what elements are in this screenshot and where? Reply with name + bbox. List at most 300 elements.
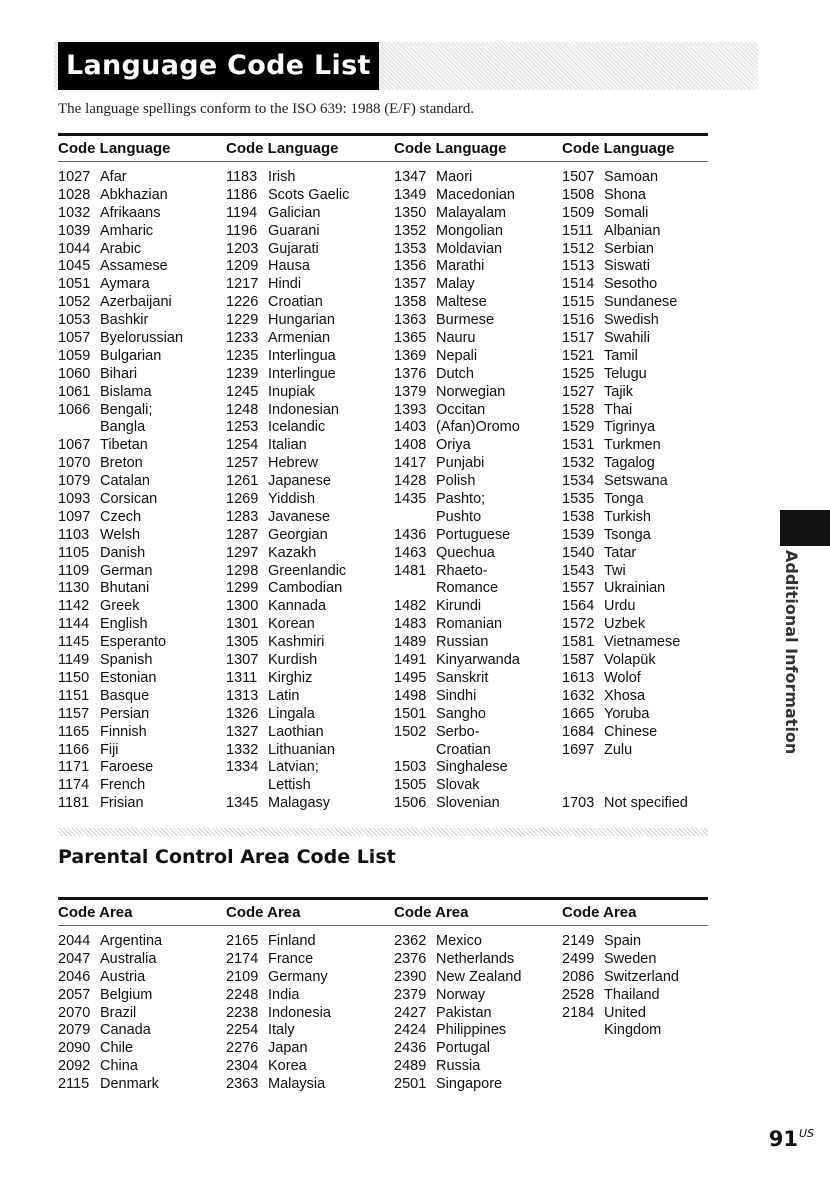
header-area: Area	[435, 904, 469, 921]
row-name: Romanian	[436, 616, 503, 633]
table-row	[226, 169, 394, 187]
row-name: Belgium	[100, 986, 153, 1003]
row-name: Bulgarian	[100, 347, 162, 364]
row-name: Breton	[100, 455, 143, 472]
row-code: 1044	[58, 240, 91, 257]
row-name: Azerbaijani	[100, 294, 172, 311]
row-code: 2376	[394, 950, 427, 967]
row-name: Faroese	[100, 759, 154, 776]
row-name: Bengali;	[100, 401, 153, 418]
row-name: Czech	[100, 508, 142, 525]
table-row	[394, 706, 562, 724]
table-row	[562, 706, 708, 724]
row-code: 1543	[562, 562, 595, 579]
table-row	[394, 348, 562, 366]
page-number	[769, 1127, 814, 1151]
row-name: Ukrainian	[604, 580, 666, 597]
table-row	[226, 312, 394, 330]
row-code: 1517	[562, 330, 595, 347]
row-code: 1283	[226, 508, 259, 525]
table-row	[226, 419, 394, 437]
table-row	[58, 742, 226, 760]
row-name: Italy	[268, 1022, 295, 1039]
row-code: 1070	[58, 455, 91, 472]
row-name: Vietnamese	[604, 634, 681, 651]
table-row	[562, 187, 708, 205]
row-code: 1313	[226, 687, 259, 704]
table-row	[394, 437, 562, 455]
header-code: Code	[394, 140, 432, 157]
row-code: 1514	[562, 276, 595, 293]
row-name: Thailand	[604, 986, 660, 1003]
row-name: Uzbek	[604, 616, 646, 633]
table-row	[394, 969, 562, 987]
row-code: 1217	[226, 276, 259, 293]
area-code-table	[58, 897, 708, 1094]
row-name: Interlingua	[268, 347, 336, 364]
row-name: Denmark	[100, 1076, 159, 1093]
row-code: 1301	[226, 616, 259, 633]
table-row	[394, 455, 562, 473]
table-row	[58, 706, 226, 724]
table-row	[394, 1022, 562, 1040]
table-row	[394, 634, 562, 652]
table-row	[58, 258, 226, 276]
row-name: Korea	[268, 1058, 307, 1075]
table-row	[226, 1022, 394, 1040]
row-name: Oriya	[436, 437, 471, 454]
row-name: Danish	[100, 544, 146, 561]
row-name: Tamil	[604, 347, 638, 364]
row-name: Switzerland	[604, 968, 679, 985]
row-name: Tibetan	[100, 437, 148, 454]
row-code: 1684	[562, 723, 595, 740]
table-row	[562, 312, 708, 330]
row-code: 1379	[394, 383, 427, 400]
table-row	[562, 652, 708, 670]
row-code: 1557	[562, 580, 595, 597]
row-code: 2184	[562, 1004, 595, 1021]
table-row	[562, 205, 708, 223]
row-name: Volapük	[604, 652, 656, 669]
row-name: Greenlandic	[268, 562, 347, 579]
table-row	[562, 1005, 708, 1023]
row-name: Australia	[100, 950, 157, 967]
row-code: 1052	[58, 294, 91, 311]
row-code: 1326	[226, 705, 259, 722]
table-row	[226, 437, 394, 455]
row-code: 1436	[394, 526, 427, 543]
row-code: 1516	[562, 312, 595, 329]
header-code: Code	[226, 140, 264, 157]
row-code	[394, 580, 436, 598]
row-code: 1103	[58, 526, 90, 543]
row-name: Estonian	[100, 669, 157, 686]
table-row	[394, 652, 562, 670]
row-code: 1057	[58, 330, 91, 347]
row-code: 2276	[226, 1040, 259, 1057]
table-row	[58, 933, 226, 951]
row-name: Slovak	[436, 777, 480, 794]
row-code: 1253	[226, 419, 259, 436]
row-name: Canada	[100, 1022, 151, 1039]
row-name: Amharic	[100, 222, 154, 239]
row-code: 2092	[58, 1058, 91, 1075]
row-name: Russia	[436, 1058, 481, 1075]
row-code: 1327	[226, 723, 259, 740]
row-code: 2044	[58, 933, 91, 949]
page-number-value: 91	[768, 1127, 798, 1151]
table-row	[58, 312, 226, 330]
table-row	[562, 688, 708, 706]
row-code: 1507	[562, 169, 595, 185]
table-column	[394, 169, 562, 813]
table-row	[226, 276, 394, 294]
row-name: Laothian	[268, 723, 324, 740]
row-code: 1515	[562, 294, 595, 311]
table-row	[58, 437, 226, 455]
row-code	[562, 1022, 604, 1040]
row-code: 1145	[58, 634, 90, 651]
row-code: 1703	[562, 795, 595, 812]
row-code: 1697	[562, 741, 595, 758]
table-row	[394, 777, 562, 795]
table-row	[226, 563, 394, 581]
row-code: 1539	[562, 526, 595, 543]
row-code: 1512	[562, 240, 595, 257]
row-code: 2489	[394, 1058, 427, 1075]
table-row	[226, 706, 394, 724]
row-name: Siswati	[604, 258, 650, 275]
table-row	[394, 312, 562, 330]
row-code: 1248	[226, 401, 259, 418]
row-name: Singhalese	[436, 759, 508, 776]
row-name: Not specified	[604, 795, 688, 812]
row-code: 1491	[394, 652, 427, 669]
table-row	[226, 491, 394, 509]
table-row	[226, 258, 394, 276]
row-name: Argentina	[100, 933, 163, 949]
row-name: Moldavian	[436, 240, 503, 257]
row-name: Norwegian	[436, 383, 506, 400]
row-code: 1495	[394, 669, 427, 686]
table-row	[58, 223, 226, 241]
row-code: 2057	[58, 986, 91, 1003]
row-name: Bashkir	[100, 312, 149, 329]
table-row	[58, 969, 226, 987]
row-name: (Afan)Oromo	[436, 419, 520, 436]
row-code: 1196	[226, 222, 258, 239]
table-row	[58, 455, 226, 473]
table-row	[58, 294, 226, 312]
table-row	[58, 777, 226, 795]
table-row	[58, 1076, 226, 1094]
row-name: Croatian	[268, 294, 323, 311]
row-name: Portuguese	[436, 526, 511, 543]
header-language: Language	[435, 140, 507, 157]
row-name: Serbian	[604, 240, 654, 257]
table-row	[58, 580, 226, 598]
row-code: 1203	[226, 240, 259, 257]
table-row	[226, 384, 394, 402]
table-row	[394, 670, 562, 688]
row-name: Corsican	[100, 491, 158, 508]
table-row	[562, 241, 708, 259]
row-code: 1509	[562, 204, 595, 221]
table-row	[394, 509, 562, 527]
table-row	[226, 545, 394, 563]
row-code: 1059	[58, 347, 91, 364]
row-code: 1463	[394, 544, 427, 561]
row-code: 1417	[394, 455, 427, 472]
row-code: 1165	[58, 723, 90, 740]
table-row	[562, 491, 708, 509]
table-row	[226, 777, 394, 795]
row-code: 1028	[58, 186, 91, 203]
row-code: 1257	[226, 455, 259, 472]
row-name: Singapore	[436, 1076, 503, 1093]
table-row	[394, 205, 562, 223]
row-code: 2379	[394, 986, 427, 1003]
table-row	[58, 670, 226, 688]
table-row	[58, 348, 226, 366]
row-code: 2499	[562, 950, 595, 967]
table-row	[394, 527, 562, 545]
row-code	[394, 509, 436, 527]
row-code: 1481	[394, 562, 427, 579]
row-code: 1066	[58, 401, 91, 418]
row-name: Finland	[268, 933, 316, 949]
row-code: 2427	[394, 1004, 427, 1021]
header-code: Code	[562, 904, 600, 921]
row-code: 1349	[394, 186, 427, 203]
table-row	[394, 616, 562, 634]
row-code: 1144	[58, 616, 90, 633]
row-code: 1511	[562, 222, 594, 239]
row-name: United	[604, 1004, 646, 1021]
table-row	[58, 795, 226, 813]
table-row	[562, 742, 708, 760]
row-code: 1039	[58, 222, 91, 239]
row-name: Bhutani	[100, 580, 150, 597]
row-name: Bihari	[100, 365, 138, 382]
row-name: Welsh	[100, 526, 141, 543]
row-code	[562, 759, 604, 777]
row-code: 1229	[226, 312, 259, 329]
row-code: 2109	[226, 968, 259, 985]
table-row	[226, 724, 394, 742]
table-column	[394, 933, 562, 1094]
row-name: Aymara	[100, 276, 150, 293]
row-name: Kingdom	[604, 1022, 662, 1039]
table-row	[226, 1040, 394, 1058]
row-name: Hausa	[268, 258, 310, 275]
row-code: 1051	[58, 276, 91, 293]
table-row	[58, 563, 226, 581]
header-col-2	[226, 140, 394, 157]
table-row	[58, 330, 226, 348]
row-code: 1529	[562, 419, 595, 436]
row-code: 1393	[394, 401, 427, 418]
row-name: Esperanto	[100, 634, 167, 651]
row-code: 2174	[226, 950, 259, 967]
table-row	[562, 969, 708, 987]
row-code: 1435	[394, 491, 427, 508]
header-language: Language	[267, 140, 339, 157]
header-language: Language	[99, 140, 171, 157]
table-row	[58, 366, 226, 384]
row-name: Burmese	[436, 312, 495, 329]
row-code: 1489	[394, 634, 427, 651]
table-column	[562, 933, 708, 1094]
table-row	[562, 951, 708, 969]
row-name: Sangho	[436, 705, 486, 722]
row-name: Somali	[604, 204, 649, 221]
row-name: Rhaeto-	[436, 562, 488, 579]
row-code: 2501	[394, 1076, 427, 1093]
table-row	[394, 563, 562, 581]
row-name: Japanese	[268, 473, 331, 490]
row-code	[562, 777, 604, 795]
row-code: 1332	[226, 741, 259, 758]
table-row	[562, 366, 708, 384]
row-name: Kazakh	[268, 544, 317, 561]
row-name: Turkmen	[604, 437, 661, 454]
row-code: 1299	[226, 580, 259, 597]
area-rows	[58, 926, 708, 1094]
table-row	[394, 491, 562, 509]
table-row	[562, 670, 708, 688]
row-code: 1287	[226, 526, 259, 543]
section-divider	[58, 828, 708, 836]
table-row	[562, 384, 708, 402]
row-name: Telugu	[604, 365, 647, 382]
table-row	[394, 545, 562, 563]
table-row	[562, 777, 708, 795]
table-row	[226, 294, 394, 312]
table-row	[226, 634, 394, 652]
row-code: 1186	[226, 186, 258, 203]
row-name: Shona	[604, 186, 646, 203]
row-name: Greek	[100, 598, 140, 615]
table-row	[394, 580, 562, 598]
table-row	[58, 509, 226, 527]
row-name: Lithuanian	[268, 741, 335, 758]
row-code: 1506	[394, 795, 427, 812]
table-row	[394, 795, 562, 813]
table-row	[58, 276, 226, 294]
row-code: 1183	[226, 169, 258, 185]
row-code: 1513	[562, 258, 595, 275]
header-code: Code	[58, 904, 96, 921]
table-row	[226, 223, 394, 241]
row-name: Irish	[268, 169, 296, 185]
row-code: 1527	[562, 383, 595, 400]
row-name: Yoruba	[604, 705, 650, 722]
row-name: Malagasy	[268, 795, 331, 812]
table-row	[226, 509, 394, 527]
row-name: Mexico	[436, 933, 482, 949]
row-code: 1350	[394, 204, 427, 221]
table-row	[226, 527, 394, 545]
header-area: Area	[267, 904, 301, 921]
row-code: 1226	[226, 294, 259, 311]
row-code: 1505	[394, 777, 427, 794]
table-row	[58, 402, 226, 420]
table-row	[562, 759, 708, 777]
row-name: Sindhi	[436, 687, 477, 704]
row-name: Galician	[268, 204, 321, 221]
table-row	[226, 969, 394, 987]
table-row	[394, 384, 562, 402]
section-tab-marker	[780, 510, 830, 546]
row-name: Indonesia	[268, 1004, 331, 1021]
row-name: Afar	[100, 169, 127, 185]
table-row	[226, 652, 394, 670]
row-code: 1613	[562, 669, 595, 686]
table-row	[226, 241, 394, 259]
table-row	[394, 419, 562, 437]
row-code: 1347	[394, 169, 427, 185]
row-code: 1532	[562, 455, 595, 472]
table-row	[58, 545, 226, 563]
row-code: 1067	[58, 437, 91, 454]
row-name: Maori	[436, 169, 473, 185]
row-name: Latvian;	[268, 759, 319, 776]
row-name: Dutch	[436, 365, 474, 382]
table-column	[226, 169, 394, 813]
row-code: 1174	[58, 777, 90, 794]
table-row	[58, 187, 226, 205]
row-code: 2115	[58, 1076, 90, 1093]
table-row	[394, 1040, 562, 1058]
row-name: Interlingue	[268, 365, 336, 382]
row-code: 1307	[226, 652, 259, 669]
row-code: 1572	[562, 616, 595, 633]
table-row	[58, 205, 226, 223]
language-rows	[58, 162, 708, 813]
page-region-suffix: US	[798, 1127, 814, 1140]
row-code: 1097	[58, 508, 91, 525]
table-row	[226, 348, 394, 366]
table-row	[226, 951, 394, 969]
row-name: Punjabi	[436, 455, 485, 472]
table-row	[562, 330, 708, 348]
row-code: 1525	[562, 365, 595, 382]
row-code: 1245	[226, 383, 259, 400]
table-row	[562, 402, 708, 420]
row-code	[394, 742, 436, 760]
row-name: Japan	[268, 1040, 308, 1057]
row-name: Samoan	[604, 169, 659, 185]
row-code: 1502	[394, 723, 427, 740]
row-name: Lettish	[268, 777, 311, 794]
row-name: Chile	[100, 1040, 134, 1057]
row-code: 1587	[562, 652, 595, 669]
table-row	[394, 1058, 562, 1076]
table-row	[562, 419, 708, 437]
table-row	[562, 563, 708, 581]
row-code: 2390	[394, 968, 427, 985]
row-code: 1261	[226, 473, 259, 490]
row-code: 2165	[226, 933, 259, 949]
row-code: 1061	[58, 383, 91, 400]
row-name: Kirghiz	[268, 669, 313, 686]
table-row	[58, 759, 226, 777]
header-col-3	[394, 904, 562, 921]
table-row	[394, 473, 562, 491]
row-code: 1564	[562, 598, 595, 615]
